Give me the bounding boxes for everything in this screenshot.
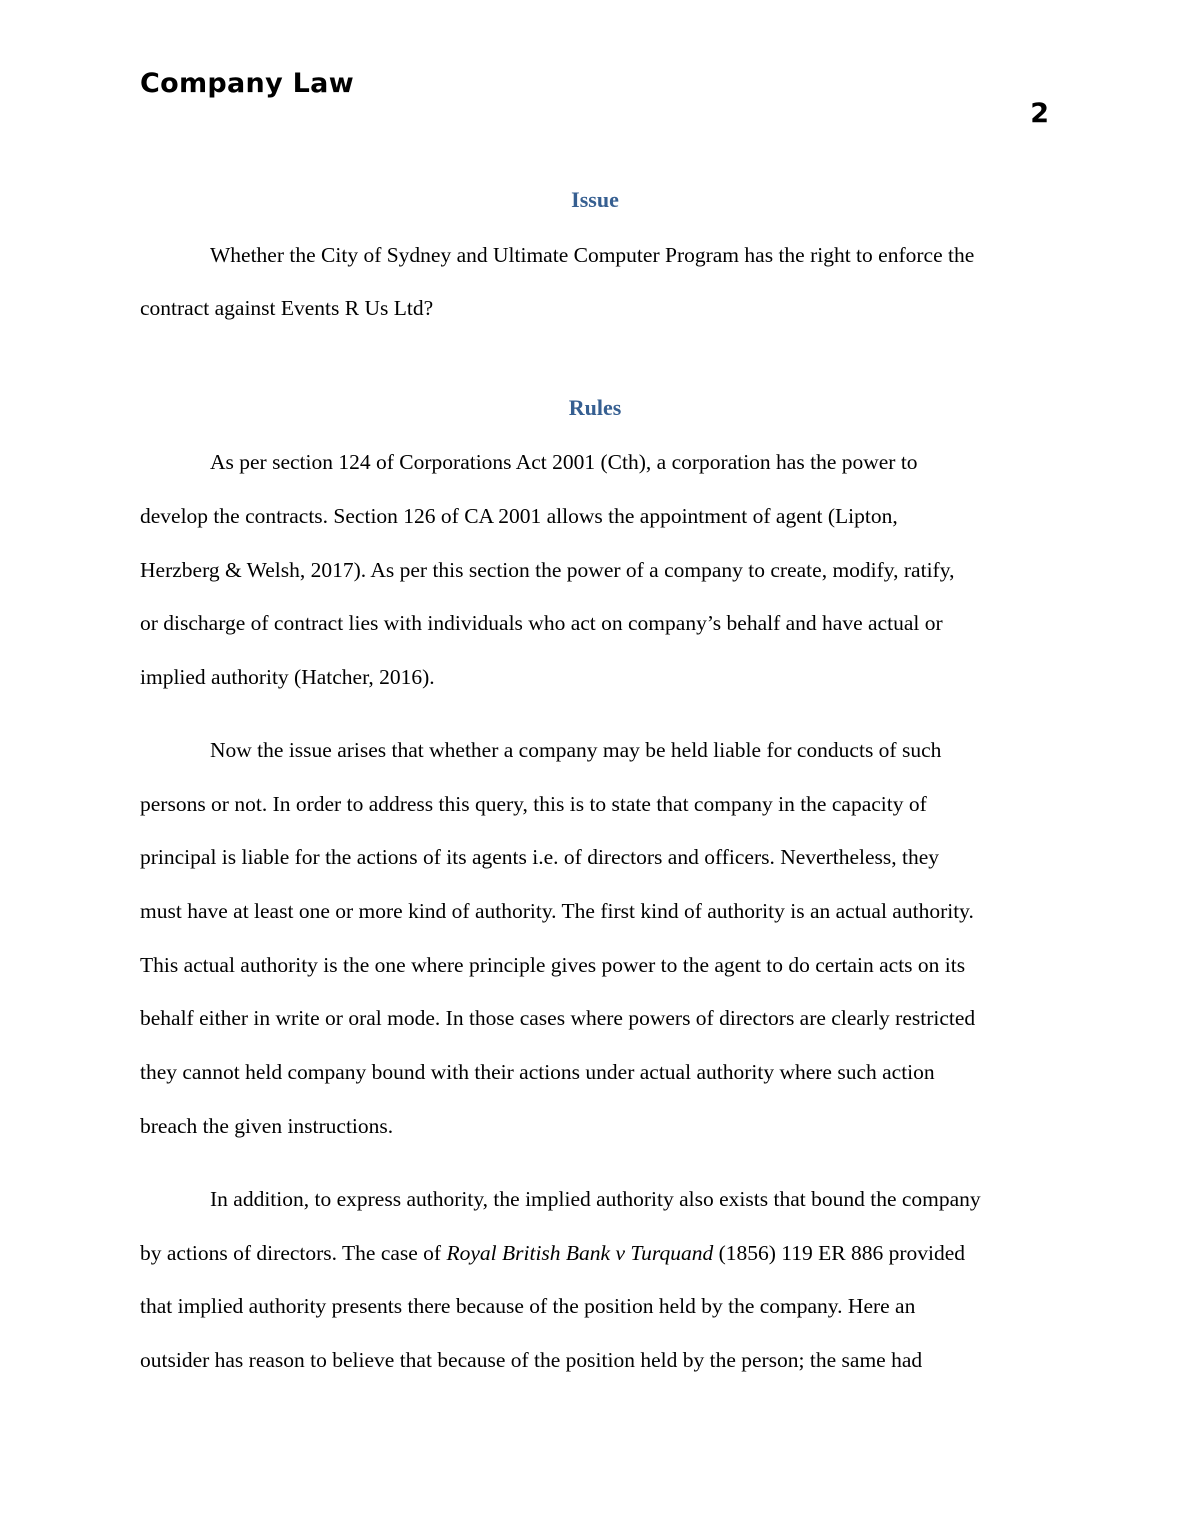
line-text-before-case: by actions of directors. The case of	[140, 1241, 447, 1265]
paragraph-line: Now the issue arises that whether a company may be held liable for conducts of such	[210, 738, 942, 762]
paragraph-line: principal is liable for the actions of its agents i.e. of directors and officers. Nevertheless, they	[140, 845, 940, 869]
paragraph-line: must have at least one or more kind of authority. The first kind of authority is an actual authority.	[140, 899, 974, 923]
paragraph-line: breach the given instructions.	[140, 1114, 394, 1138]
paragraph-line: they cannot held company bound with their actions under actual authority where such action	[140, 1060, 935, 1084]
rules-heading: Rules	[568, 395, 622, 420]
paragraph-line: As per section 124 of Corporations Act 2001 (Cth), a corporation has the power to	[210, 450, 918, 474]
paragraph-line: In addition, to express authority, the implied authority also exists that bound the company	[210, 1187, 981, 1211]
issue-line: Whether the City of Sydney and Ultimate Computer Program has the right to enforce the	[210, 243, 975, 267]
line-text-after-case: (1856) 119 ER 886 provided	[713, 1241, 966, 1265]
paragraph-line-case	[140, 1241, 965, 1265]
paragraph-line: persons or not. In order to address this query, this is to state that company in the capacity of	[140, 792, 927, 816]
paragraph-line: develop the contracts. Section 126 of CA 2001 allows the appointment of agent (Lipton,	[140, 504, 898, 528]
paragraph-line: behalf either in write or oral mode. In those cases where powers of directors are clearly restricted	[140, 1006, 976, 1030]
running-title: Company Law	[140, 68, 354, 99]
paragraph-line: Herzberg & Welsh, 2017). As per this section the power of a company to create, modify, ratify,	[140, 558, 955, 582]
case-name-italic: Royal British Bank v Turquand	[446, 1241, 714, 1265]
paragraph-line: or discharge of contract lies with individuals who act on company’s behalf and have actual or	[140, 611, 943, 635]
paragraph-line: that implied authority presents there because of the position held by the company. Here an	[140, 1294, 916, 1318]
paragraph-line: This actual authority is the one where principle gives power to the agent to do certain acts on its	[140, 953, 966, 977]
issue-line: contract against Events R Us Ltd?	[140, 296, 434, 320]
page-number: 2	[1030, 98, 1049, 129]
paragraph-line: implied authority (Hatcher, 2016).	[140, 665, 435, 689]
issue-heading: Issue	[571, 187, 619, 212]
paragraph-line: outsider has reason to believe that because of the position held by the person; the same had	[140, 1348, 923, 1372]
